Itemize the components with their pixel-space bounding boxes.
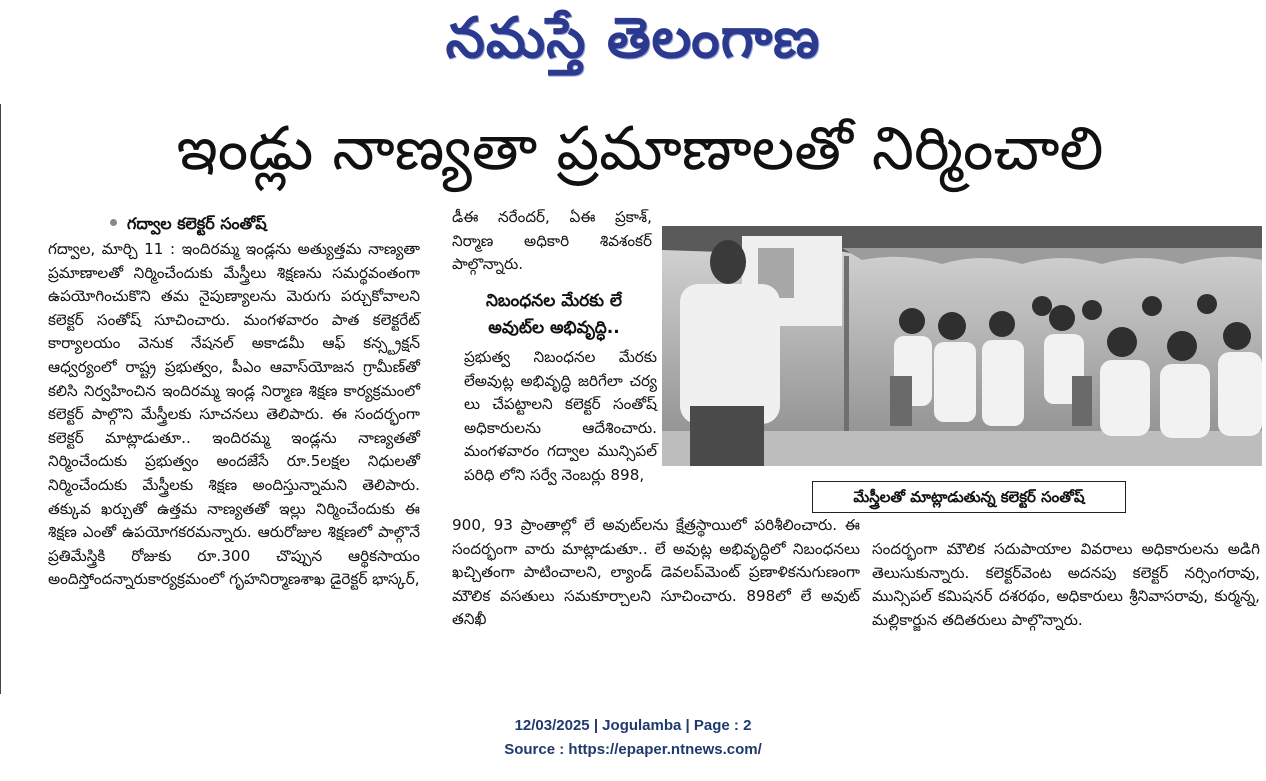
column-2-top-text: డీఈ నరేందర్, ఏఈ ప్రకాశ్, నిర్మాణ అధికారి శివశంకర్ పాల్గొన్నారు. — [452, 208, 652, 274]
article-byline — [110, 212, 440, 236]
article-column-2-middle — [464, 346, 657, 488]
column-1-text: గద్వాల, మార్చి 11 : ఇందిరమ్మ ఇండ్లను అత్యుత్తమ నాణ్యతా ప్రమాణాలతో నిర్మించేందుకు మేస్త్రీలు శిక్షణను సమర్థవంతంగా ఉపయోగించుకొని తమ నైపుణ్యాలను మెరుగు పర్చుకోవాలని కలెక్టర్ సంతోష్ సూచించారు. మంగళవారం పాత కలెక్టరేట్ కార్యాలయం వెనుక నేషనల్ అకాడమీ ఆఫ్ కన్స్ట్రక్షన్ ఆధ్వర్యంలో రాష్ట్ర ప్రభుత్వం, పీఎం ఆవాస్‌యోజన గ్రామీణ్‌తో కలిసి నిర్వహించిన ఇందిరమ్మ ఇండ్ల నిర్మాణ శిక్షణ కార్యక్రమంలో కలెక్టర్ పాల్గొని మేస్త్రీలకు సూచనలు తెలిపారు. ఈ సందర్భంగా కలెక్టర్ మాట్లాడుతూ.. ఇందిరమ్మ ఇండ్లను నాణ్యతతో నిర్మించేందుకు ప్రభుత్వం అందజేసే రూ.5లక్షల నిధులతో నిర్మించేందుకు మేస్త్రీలకు శిక్షణ అందిస్తున్నామని తెలిపారు. తక్కువ ఖర్చుతో ఉత్తమ నాణ్యతతో ఇల్లు నిర్మించేందుకు ఈ శిక్షణ ఎంతో ఉపయోగకరమన్నారు. ఆరురోజుల శిక్షణలో పాల్గొనే ప్రతిమేస్త్రికి రోజుకు రూ.300 చొప్పున ఆర్థికసాయం అందిస్తోందన్నారుకార్యక్రమంలో గృహనిర్మాణశాఖ డైరెక్టర్ భాస్కర్, — [48, 240, 420, 589]
left-divider — [0, 104, 1, 694]
column-3-text: సందర్భంగా మౌలిక సదుపాయాల వివరాలు అధికారులను అడిగి తెలుసుకున్నారు. కలెక్టర్‌వెంట అదనపు కలెక్టర్ నర్సింగరావు, మున్సిపల్ కమిషనర్ దశరథం, అధికారులు శ్రీనివాసరావు, కుర్మన్న, మల్లికార్జున తదితరులు పాల్గొన్నారు. — [872, 540, 1260, 629]
photo-illustration — [662, 226, 1262, 466]
news-photo — [662, 226, 1262, 466]
column-2-bottom-text: 900, 93 ప్రాంతాల్లో లే అవుట్‌లను క్షేత్రస్థాయిలో పరిశీలించారు. ఈ సందర్భంగా వారు మాట్లాడుతూ.. లే అవుట్ల అభివృద్ధిలో నిబంధనలు ఖచ్చితంగా పాటించాలని, ల్యాండ్ డెవలప్‌మెంట్ ప్రణాళికనుగుణంగా మౌలిక వసతులు సమకూర్చాలని సూచించారు. 898లో లే అవుట్ తనిఖీ — [452, 516, 860, 629]
bullet-icon — [110, 219, 117, 226]
masthead-title: నమస్తే తెలంగాణ — [445, 5, 821, 71]
article-headline: ఇండ్లు నాణ్యతా ప్రమాణాలతో నిర్మించాలి — [176, 114, 1104, 184]
article-column-3 — [872, 538, 1260, 632]
footer-date-edition: 12/03/2025 | Jogulamba | Page : 2 — [514, 717, 752, 734]
footer-source-link[interactable]: Source : https://epaper.ntnews.com/ — [504, 741, 762, 758]
photo-caption: మేస్త్రీలతో మాట్లాడుతున్న కలెక్టర్ సంతోష్ — [812, 481, 1126, 513]
section-subhead: నిబంధనల మేరకు లే అవుట్‌ల అభివృద్ధి.. — [485, 291, 622, 338]
page-footer — [0, 714, 1266, 762]
article-column-1 — [48, 238, 420, 592]
column-2-middle-text: ప్రభుత్వ నిబంధనల మేరకు లేఅవుట్ల అభివృద్ధి జరిగేలా చర్య లు చేపట్టాలని కలెక్టర్ సంతోష్ అధికారులను ఆదేశించారు. మంగళవారం గద్వాల మున్సిపల్ పరిధి లోని సర్వే నెంబర్లు 898, — [464, 348, 657, 484]
byline-text: గద్వాల కలెక్టర్ సంతోష్ — [127, 214, 267, 233]
article-column-2-top — [452, 206, 652, 277]
article-column-2-bottom — [452, 514, 860, 632]
